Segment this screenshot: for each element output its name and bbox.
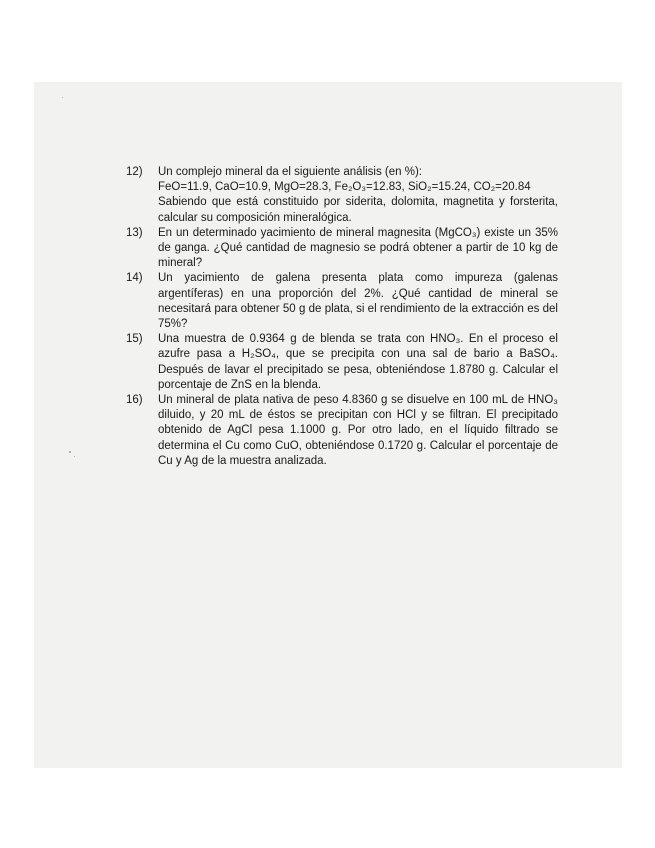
scan-speck bbox=[69, 451, 71, 453]
problem-number: 12) bbox=[126, 166, 143, 178]
problem-list bbox=[126, 165, 558, 469]
problem-number: 16) bbox=[126, 394, 143, 407]
problem-number: 13) bbox=[126, 226, 143, 239]
problem-text: Sabiendo que está constituido por siderita, dolomita, magnetita y forsterita, calcular su composición mineralógica. bbox=[158, 196, 558, 224]
problem-body bbox=[158, 165, 558, 226]
scan-speck bbox=[62, 97, 63, 98]
problem-text: En un determinado yacimiento de mineral magnesita (MgCO₃) existe un 35% de ganga. ¿Qué cantidad de magnesio se podrá obtener a partir de 10 kg de mineral? bbox=[158, 226, 558, 270]
problem-title: Un complejo mineral da el siguiente análisis (en %): bbox=[158, 166, 422, 178]
problem-text: Un mineral de plata nativa de peso 4.8360 g se disuelve en 100 mL de HNO₃ diluido, y 20 mL de éstos se precipitan con HCl y se filtran. El precipitado obtenido de AgCl pesa 1.1000 g. Por otro lado, en el líquido filtrado se determina el Cu como CuO, obteniéndose 0.1720 g. Calcular el porcentaje de Cu y Ag de la muestra analizada. bbox=[158, 394, 558, 467]
problem-13 bbox=[126, 226, 558, 272]
analysis-values: FeO=11.9, CaO=10.9, MgO=28.3, Fe₂O₃=12.83, SiO₂=15.24, CO₂=20.84 bbox=[158, 181, 531, 194]
problem-12 bbox=[126, 165, 558, 226]
scan-speck bbox=[74, 456, 75, 457]
problem-number: 15) bbox=[126, 333, 143, 346]
problem-16 bbox=[126, 393, 558, 469]
problem-text: Una muestra de 0.9364 g de blenda se trata con HNO₃. En el proceso el azufre pasa a H₂SO₄, que se precipita con una sal de bario a BaSO₄. Después de lavar el precipitado se pesa, obteniéndose 1.8780 g. Calcular el porcentaje de ZnS en la blenda. bbox=[158, 333, 558, 391]
problem-text: Un yacimiento de galena presenta plata como impureza (galenas argentíferas) en una proporción del 2%. ¿Qué cantidad de mineral se necesitará para obtener 50 g de plata, si el rendimiento de la extracción es del 75%? bbox=[158, 272, 558, 331]
problem-14 bbox=[126, 271, 558, 332]
problem-15 bbox=[126, 332, 558, 393]
problem-number: 14) bbox=[126, 272, 143, 285]
